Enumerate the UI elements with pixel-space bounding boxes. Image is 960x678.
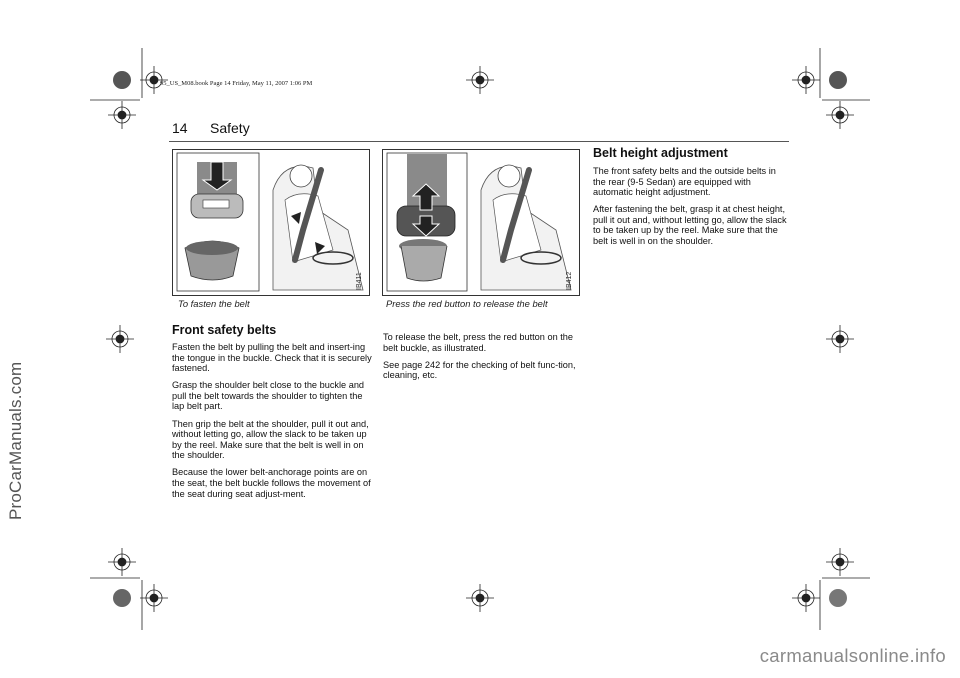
front-safety-heading: Front safety belts bbox=[172, 323, 277, 337]
figure-code-ib411: IB411 bbox=[356, 272, 363, 290]
release-paragraph: See page 242 for the checking of belt func-tion, cleaning, etc. bbox=[383, 359, 576, 381]
height-adjustment-paragraph: After fastening the belt, grasp it at chest height, pull it out and, without letting go, allow the slack to be taken up by the reel. Make sure that the belt is well in on the shoulder. bbox=[593, 204, 787, 247]
front-safety-paragraph: Then grip the belt at the shoulder, pull it out and, without letting go, allow the slack to be taken up by the reel. Make sure that the belt is well in on the shoulder. bbox=[172, 418, 369, 461]
header-rule bbox=[169, 141, 789, 142]
section-title: Safety bbox=[210, 120, 250, 136]
watermark-procarmanuals: ProCarManuals.com bbox=[6, 361, 25, 520]
page-header bbox=[172, 120, 250, 136]
front-safety-paragraph: Fasten the belt by pulling the belt and insert-ing the tongue in the buckle. Check that it is securely fastened. bbox=[172, 342, 372, 374]
figure-caption-release: Press the red button to release the belt bbox=[386, 298, 548, 309]
release-belt-illustration bbox=[383, 150, 579, 295]
front-safety-paragraph: Grasp the shoulder belt close to the buckle and pull the belt towards the shoulder to tighten the lap belt part. bbox=[172, 380, 365, 412]
height-adjustment-heading: Belt height adjustment bbox=[593, 146, 728, 160]
figure-caption-fasten: To fasten the belt bbox=[178, 298, 250, 309]
figure-fasten-belt bbox=[172, 149, 370, 296]
book-file-header: 95_US_M08.book Page 14 Friday, May 11, 2007 1:06 PM bbox=[160, 80, 313, 87]
height-adjustment-paragraph: The front safety belts and the outside belts in the rear (9-5 Sedan) are equipped with automatic height adjustment. bbox=[593, 166, 776, 198]
page-number: 14 bbox=[172, 120, 188, 136]
fasten-belt-illustration bbox=[173, 150, 369, 295]
front-safety-paragraph: Because the lower belt-anchorage points are on the seat, the belt buckle follows the movement of the seat during seat adjust-ment. bbox=[172, 467, 371, 499]
watermark-carmanualsonline: carmanualsonline.info bbox=[759, 645, 946, 666]
height-adjustment-column bbox=[593, 146, 791, 253]
figure-release-belt bbox=[382, 149, 580, 296]
figure-code-ib412: IB412 bbox=[566, 271, 573, 290]
front-safety-column bbox=[172, 323, 376, 506]
release-column bbox=[383, 332, 579, 387]
release-paragraph: To release the belt, press the red button on the belt buckle, as illustrated. bbox=[383, 332, 573, 353]
